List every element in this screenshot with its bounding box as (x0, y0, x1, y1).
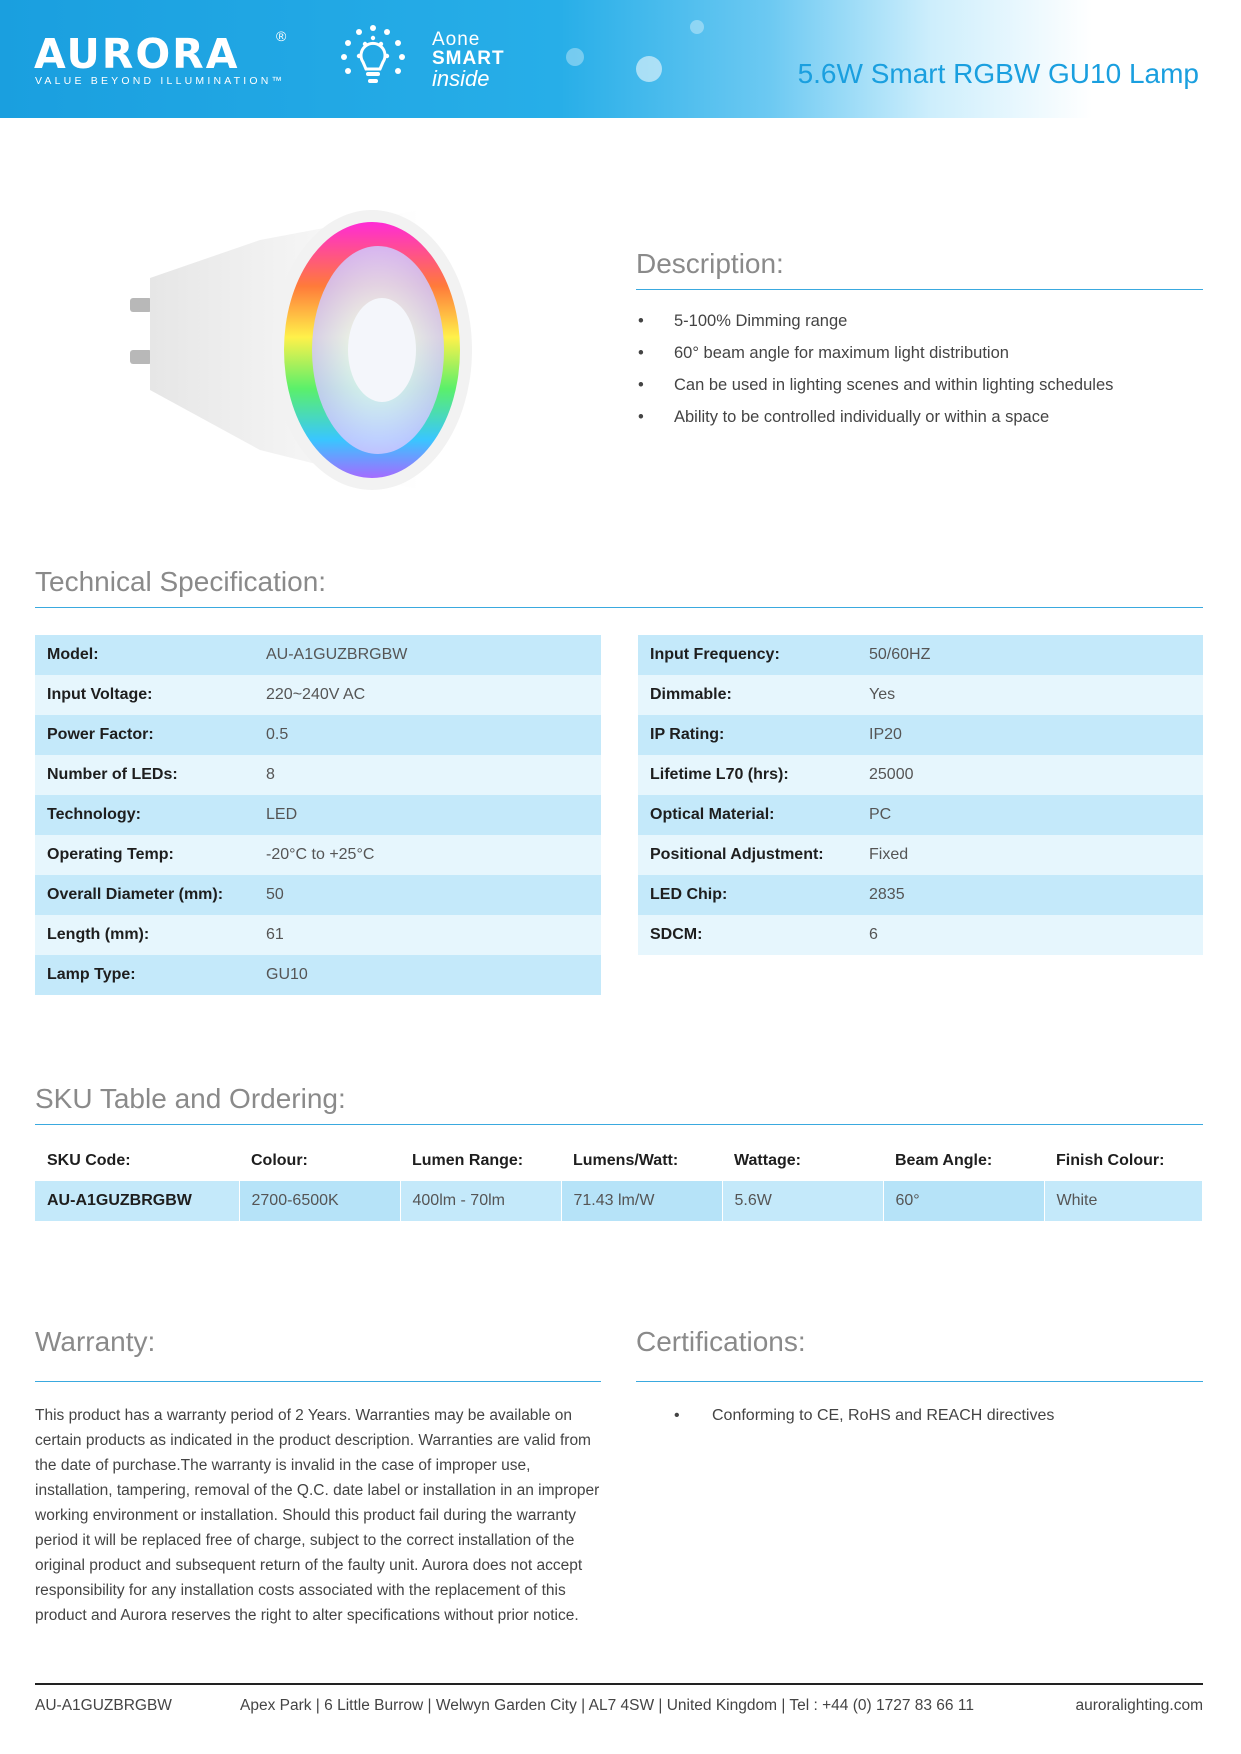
spec-value: 0.5 (254, 715, 601, 755)
spec-value: 2835 (857, 875, 1203, 915)
smart-bulb-icon (337, 22, 409, 94)
spec-value: -20°C to +25°C (254, 835, 601, 875)
registered-mark: ® (276, 28, 287, 44)
lumens-watt-cell: 71.43 lm/W (561, 1181, 722, 1221)
spec-value: AU-A1GUZBRGBW (254, 635, 601, 675)
spec-key: Number of LEDs: (35, 755, 254, 795)
spec-key: Power Factor: (35, 715, 254, 755)
warranty-heading: Warranty: (35, 1326, 156, 1357)
table-row (35, 955, 601, 995)
description-rule (636, 289, 1203, 290)
description-heading: Description: (636, 248, 784, 279)
table-row (35, 715, 601, 755)
table-row (35, 675, 601, 715)
spec-key: Dimmable: (638, 675, 857, 715)
footer-rule (35, 1683, 1203, 1685)
spec-value: 25000 (857, 755, 1203, 795)
decor-bubble (566, 48, 584, 66)
table-row (35, 1181, 1202, 1221)
table-row (638, 835, 1203, 875)
tech-spec-heading: Technical Specification: (35, 566, 327, 597)
spec-key: Input Frequency: (638, 635, 857, 675)
spec-key: IP Rating: (638, 715, 857, 755)
spec-value: IP20 (857, 715, 1203, 755)
column-header: Lumen Range: (412, 1152, 524, 1169)
list-item: • 60° beam angle for maximum light distribution (636, 337, 1196, 369)
description-list (636, 305, 1196, 433)
table-row (638, 635, 1203, 675)
gu10-lamp-image (120, 200, 500, 500)
table-row (638, 715, 1203, 755)
table-row (35, 915, 601, 955)
certifications-heading: Certifications: (636, 1326, 806, 1357)
spec-value: 8 (254, 755, 601, 795)
certifications-list (672, 1403, 1054, 1428)
decor-bubble (690, 20, 704, 34)
smart-label: SMART (432, 48, 505, 69)
header-banner (0, 0, 1241, 118)
spec-key: SDCM: (638, 915, 857, 955)
aone-label: Aone (432, 29, 481, 50)
footer-code: AU-A1GUZBRGBW (35, 1697, 172, 1714)
column-header: Lumens/Watt: (573, 1152, 679, 1169)
sku-header-row (35, 1141, 1202, 1181)
finish-colour-cell: White (1044, 1181, 1202, 1221)
spec-value: 61 (254, 915, 601, 955)
spec-value: 220~240V AC (254, 675, 601, 715)
aurora-logo: AURORA (34, 30, 240, 78)
warranty-text: This product has a warranty period of 2 Years. Warranties may be available on certain products as indicated in the product description. Warranties are valid from the date of purchase.The warranty is invalid in the case of improper use, installation, tampering, removal of the Q.C. date label or installation in an improper working environment or installation. Should this product fail during the warranty period it will be replaced free of charge, subject to the correct installation of the original product and subsequent return of the faulty unit. Aurora does not accept responsibility for any installation costs associated with the replacement of this product and Aurora reserves the right to alter specifications without prior notice. (35, 1407, 600, 1624)
list-item: • 5-100% Dimming range (636, 305, 1196, 337)
spec-key: LED Chip: (638, 875, 857, 915)
table-row (35, 835, 601, 875)
spec-value: 6 (857, 915, 1203, 955)
sku-code-cell: AU-A1GUZBRGBW (35, 1181, 239, 1221)
column-header: Finish Colour: (1056, 1152, 1165, 1169)
lumen-range-cell: 400lm - 70lm (400, 1181, 561, 1221)
table-row (35, 635, 601, 675)
table-row (638, 795, 1203, 835)
list-item: • Ability to be controlled individually or within a space (636, 401, 1196, 433)
column-header: SKU Code: (47, 1152, 131, 1169)
table-row (35, 875, 601, 915)
table-row (638, 915, 1203, 955)
spec-key: Lamp Type: (35, 955, 254, 995)
brand-tagline: VALUE BEYOND ILLUMINATION™ (35, 75, 286, 87)
list-item: • Can be used in lighting scenes and within lighting schedules (636, 369, 1196, 401)
spec-key: Input Voltage: (35, 675, 254, 715)
spec-value: GU10 (254, 955, 601, 995)
spec-value: LED (254, 795, 601, 835)
column-header: Beam Angle: (895, 1152, 993, 1169)
tech-spec-rule (35, 607, 1203, 608)
wattage-cell: 5.6W (722, 1181, 883, 1221)
beam-angle-cell: 60° (883, 1181, 1044, 1221)
spec-key: Operating Temp: (35, 835, 254, 875)
spec-value: 50 (254, 875, 601, 915)
spec-key: Overall Diameter (mm): (35, 875, 254, 915)
spec-key: Technology: (35, 795, 254, 835)
column-header: Colour: (251, 1152, 308, 1169)
sku-heading: SKU Table and Ordering: (35, 1083, 346, 1114)
decor-bubble (636, 56, 662, 82)
spec-key: Optical Material: (638, 795, 857, 835)
footer-address: Apex Park | 6 Little Burrow | Welwyn Garden City | AL7 4SW | United Kingdom | Tel : +44 (0) 1727 83 66 11 (240, 1697, 974, 1714)
spec-table-right (638, 635, 1203, 955)
table-row (638, 875, 1203, 915)
spec-value: Yes (857, 675, 1203, 715)
certifications-rule (636, 1381, 1203, 1382)
table-row (35, 795, 601, 835)
spec-key: Model: (35, 635, 254, 675)
spec-value: 50/60HZ (857, 635, 1203, 675)
spec-table-left (35, 635, 601, 995)
inside-label: inside (432, 66, 490, 91)
aone-smart-inside-logo (432, 30, 505, 90)
colour-cell: 2700-6500K (239, 1181, 400, 1221)
sku-table (35, 1141, 1202, 1221)
table-row (638, 675, 1203, 715)
spec-key: Lifetime L70 (hrs): (638, 755, 857, 795)
sku-rule (35, 1124, 1203, 1125)
product-title: 5.6W Smart RGBW GU10 Lamp (797, 58, 1199, 89)
spec-key: Positional Adjustment: (638, 835, 857, 875)
warranty-rule (35, 1381, 601, 1382)
spec-value: Fixed (857, 835, 1203, 875)
table-row (35, 755, 601, 795)
column-header: Wattage: (734, 1152, 801, 1169)
table-row (638, 755, 1203, 795)
footer-website[interactable]: auroralighting.com (1075, 1697, 1203, 1714)
spec-value: PC (857, 795, 1203, 835)
list-item: • Conforming to CE, RoHS and REACH directives (672, 1403, 1054, 1428)
spec-key: Length (mm): (35, 915, 254, 955)
